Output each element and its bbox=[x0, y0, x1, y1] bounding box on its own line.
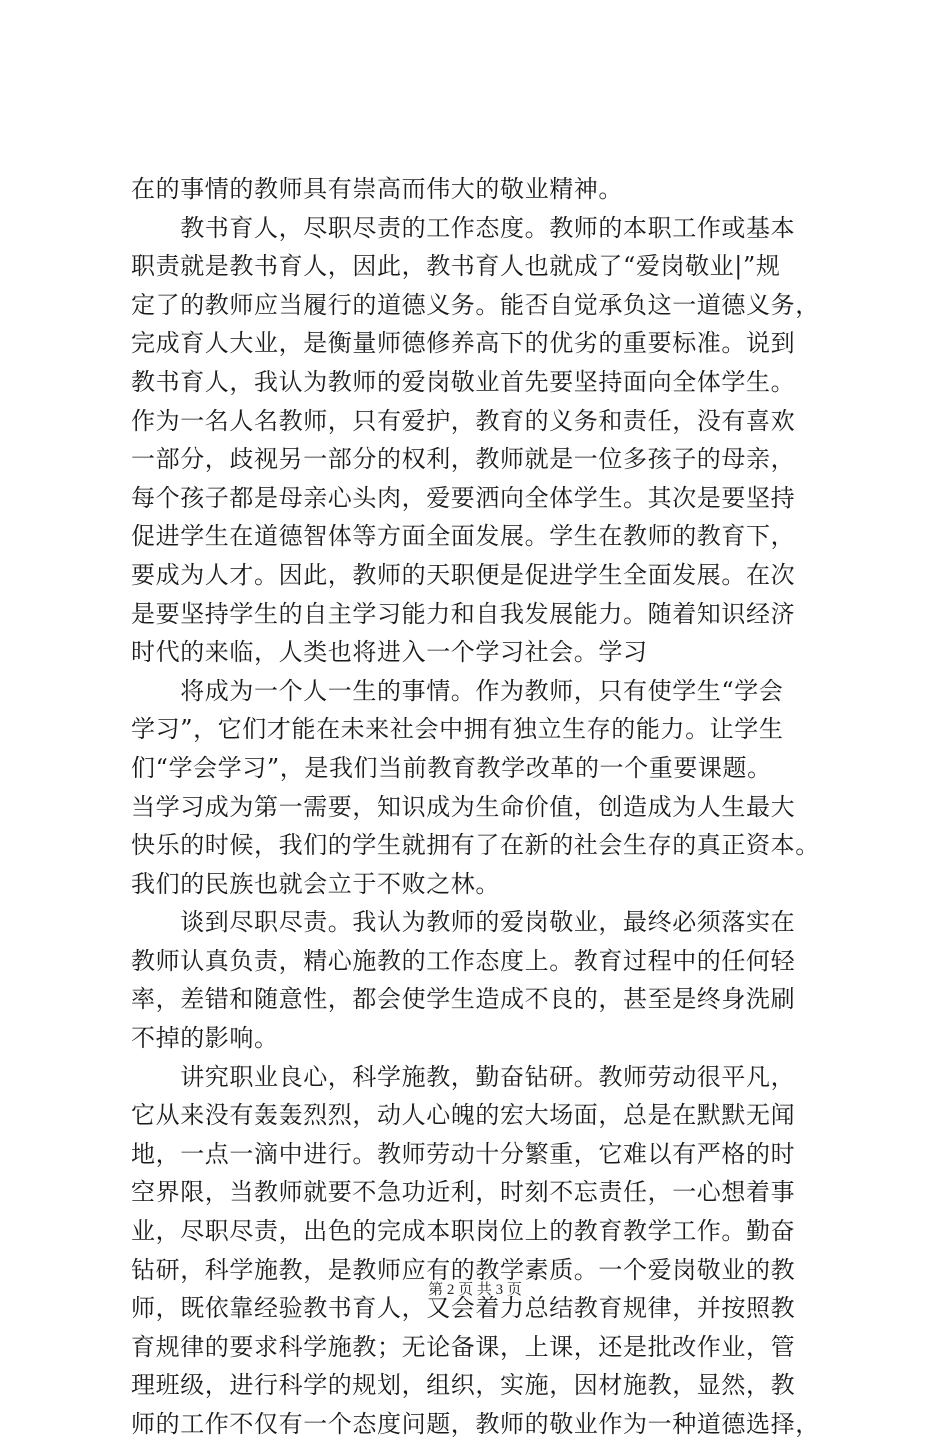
text-line: 教师认真负责，精心施教的工作态度上。教育过程中的任何轻 bbox=[131, 946, 796, 975]
text-line: 不掉的影响。 bbox=[131, 1024, 279, 1053]
page-footer bbox=[0, 1278, 950, 1299]
text-line: 我们的民族也就会立于不败之林。 bbox=[131, 869, 500, 898]
text-line: 它从来没有轰轰烈烈，动人心魄的宏大场面，总是在默默无闻 bbox=[131, 1101, 796, 1130]
text-line: 将成为一个人一生的事情。作为教师，只有使学生“学会 bbox=[131, 676, 784, 705]
text-line: 时代的来临，人类也将进入一个学习社会。学习 bbox=[131, 638, 648, 667]
text-line: 业，尽职尽责，出色的完成本职岗位上的教育教学工作。勤奋 bbox=[131, 1217, 796, 1246]
text-line: 职责就是教书育人，因此，教书育人也就成了“爱岗敬业|”规 bbox=[131, 252, 781, 281]
text-line: 是要坚持学生的自主学习能力和自我发展能力。随着知识经济 bbox=[131, 599, 796, 628]
text-line: 率，差错和随意性，都会使学生造成不良的，甚至是终身洗刷 bbox=[131, 985, 796, 1014]
text-line: 们“学会学习”，是我们当前教育教学改革的一个重要课题。 bbox=[131, 753, 772, 782]
text-line: 一部分，歧视另一部分的权利，教师就是一位多孩子的母亲， bbox=[131, 445, 796, 474]
text-line: 谈到尽职尽责。我认为教师的爱岗敬业，最终必须落实在 bbox=[131, 908, 796, 937]
text-line: 促进学生在道德智体等方面全面发展。学生在教师的教育下， bbox=[131, 522, 796, 551]
text-line: 学习”，它们才能在未来社会中拥有独立生存的能力。让学生 bbox=[131, 715, 784, 744]
text-line: 要成为人才。因此，教师的天职便是促进学生全面发展。在次 bbox=[131, 560, 796, 589]
text-line: 快乐的时候，我们的学生就拥有了在新的社会生存的真正资本。 bbox=[131, 831, 820, 860]
text-line: 育规律的要求科学施教；无论备课，上课，还是批改作业，管 bbox=[131, 1332, 796, 1361]
document-body bbox=[131, 170, 841, 1444]
text-line: 空界限，当教师就要不急功近利，时刻不忘责任，一心想着事 bbox=[131, 1178, 796, 1207]
text-line: 讲究职业良心，科学施教，勤奋钻研。教师劳动很平凡， bbox=[131, 1062, 796, 1091]
text-line: 理班级，进行科学的规划，组织，实施，因材施教，显然，教 bbox=[131, 1371, 796, 1400]
text-line: 每个孩子都是母亲心头肉，爱要洒向全体学生。其次是要坚持 bbox=[131, 483, 796, 512]
text-line: 定了的教师应当履行的道德义务。能否自觉承负这一道德义务， bbox=[131, 290, 820, 319]
text-line: 师，既依靠经验教书育人，又会着力总结教育规律，并按照教 bbox=[131, 1294, 796, 1323]
text-line: 作为一名人名教师，只有爱护，教育的义务和责任，没有喜欢 bbox=[131, 406, 796, 435]
text-line: 地，一点一滴中进行。教师劳动十分繁重，它难以有严格的时 bbox=[131, 1139, 796, 1168]
text-line: 教书育人，我认为教师的爱岗敬业首先要坚持面向全体学生。 bbox=[131, 367, 796, 396]
text-line: 教书育人，尽职尽责的工作态度。教师的本职工作或基本 bbox=[131, 213, 796, 242]
text-line: 师的工作不仅有一个态度问题，教师的敬业作为一种道德选择， bbox=[131, 1410, 820, 1438]
page-number-label: 第 2 页 共 3 页 bbox=[428, 1282, 522, 1298]
text-line: 当学习成为第一需要，知识成为生命价值，创造成为人生最大 bbox=[131, 792, 796, 821]
text-line: 完成育人大业，是衡量师德修养高下的优劣的重要标准。说到 bbox=[131, 329, 796, 358]
text-line: 在的事情的教师具有崇高而伟大的敬业精神。 bbox=[131, 175, 623, 203]
text-line: 钻研，科学施教，是教师应有的教学素质。一个爱岗敬业的教 bbox=[131, 1255, 796, 1284]
